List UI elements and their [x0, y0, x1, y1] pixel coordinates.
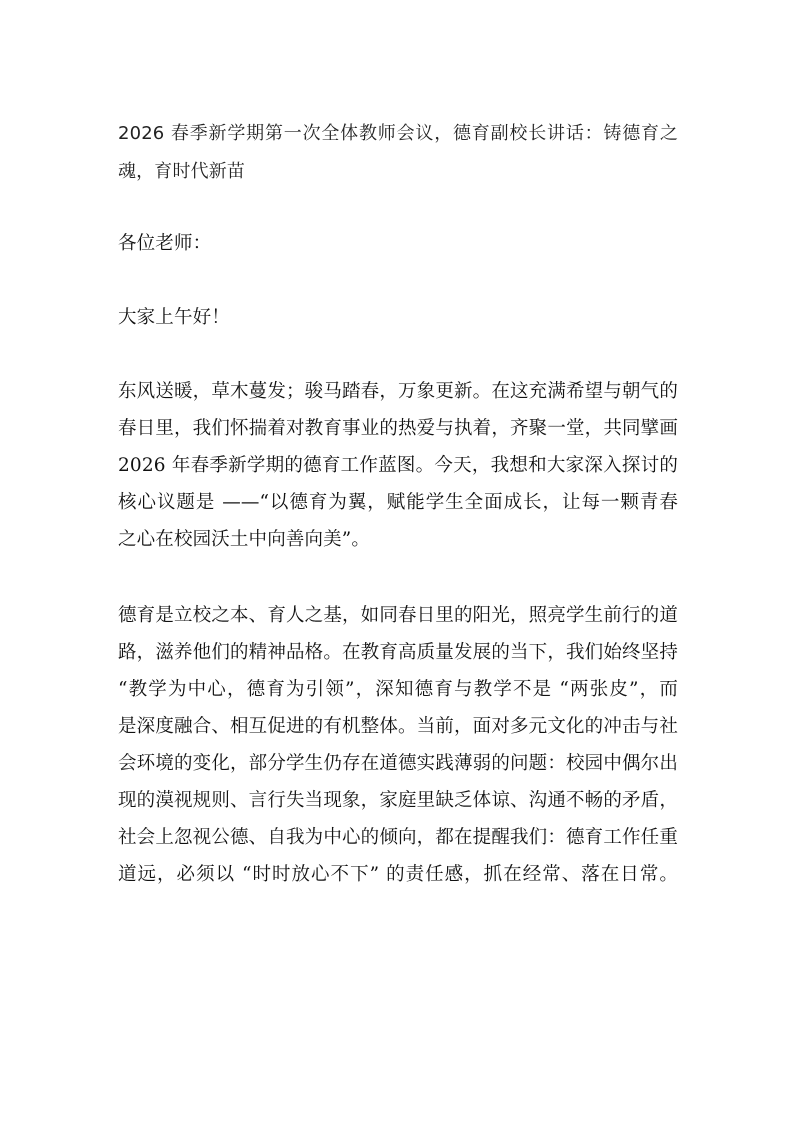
paragraph-line: 之心在校园沃土中向善向美”。 — [118, 529, 371, 550]
document-title-line-1: 2026 春季新学期第一次全体教师会议，德育副校长讲话：铸德育之 — [118, 123, 678, 144]
paragraph-line: 春日里，我们怀揣着对教育事业的热爱与执着，齐聚一堂，共同擘画 — [118, 418, 678, 439]
paragraph-line: 路，滋养他们的精神品格。在教育高质量发展的当下，我们始终坚持 — [118, 642, 678, 663]
paragraph-line: 是深度融合、相互促进的有机整体。当前，面对多元文化的冲击与社 — [118, 716, 678, 737]
paragraph-line: 社会上忽视公德、自我为中心的倾向，都在提醒我们：德育工作任重 — [118, 827, 678, 848]
paragraph-line: 核心议题是 ——“以德育为翼，赋能学生全面成长，让每一颗青春 — [118, 492, 678, 513]
paragraph-line: 道远，必须以 “时时放心不下” 的责任感，抓在经常、落在日常。 — [118, 864, 678, 885]
paragraph-line: “教学为中心，德育为引领”，深知德育与教学不是 “两张皮”，而 — [118, 679, 678, 700]
paragraph-line: 现的漠视规则、言行失当现象，家庭里缺乏体谅、沟通不畅的矛盾， — [118, 790, 678, 811]
salutation: 各位老师： — [118, 233, 212, 254]
greeting: 大家上午好！ — [118, 307, 230, 328]
paragraph-line: 德育是立校之本、育人之基，如同春日里的阳光，照亮学生前行的道 — [118, 605, 678, 626]
paragraph-line: 2026 年春季新学期的德育工作蓝图。今天，我想和大家深入探讨的 — [118, 455, 678, 476]
paragraph-line: 会环境的变化，部分学生仍存在道德实践薄弱的问题：校园中偶尔出 — [118, 753, 678, 774]
document-title-line-2: 魂，育时代新苗 — [118, 161, 246, 182]
paragraph-line: 东风送暖，草木蔓发；骏马踏春，万象更新。在这充满希望与朝气的 — [118, 381, 678, 402]
